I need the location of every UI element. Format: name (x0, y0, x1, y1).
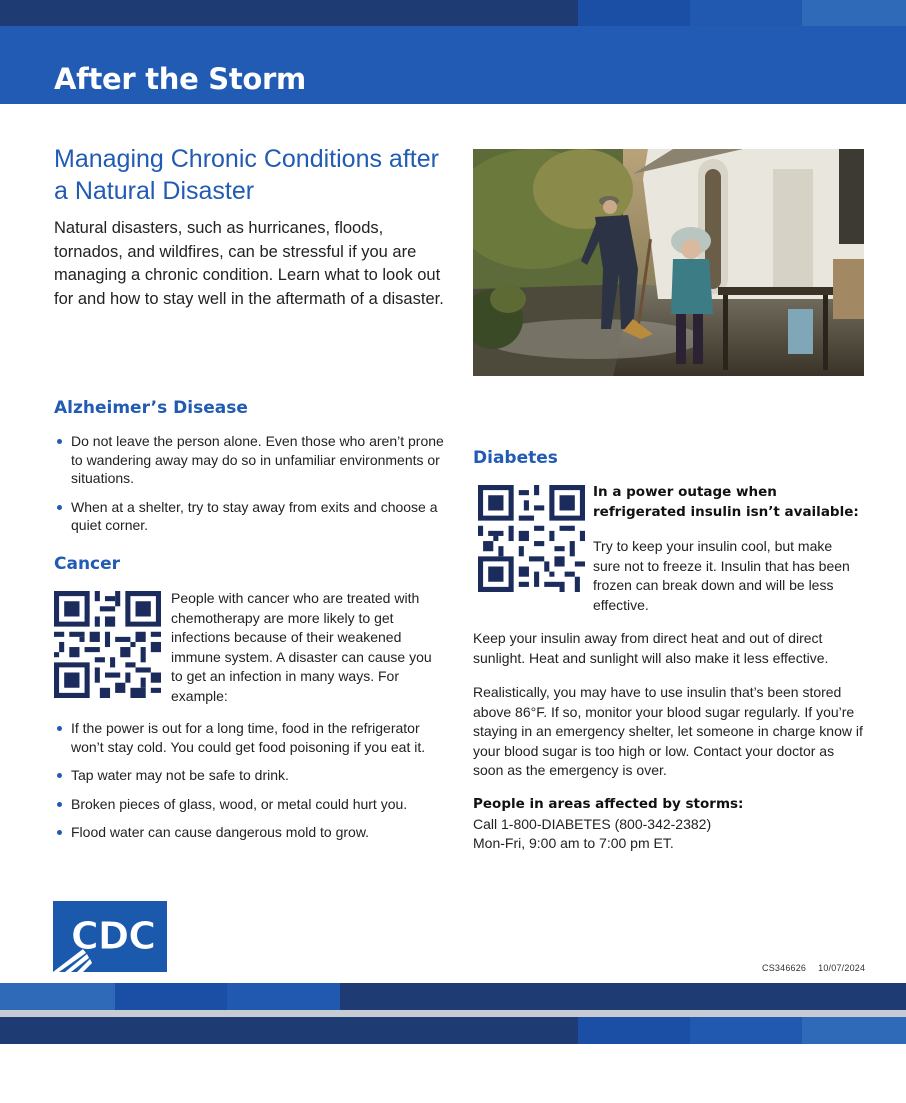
cancer-bullet-list (54, 719, 454, 852)
power-outage-heading: In a power outage when refrigerated insulin isn’t available: (593, 484, 859, 520)
cdc-logo (53, 901, 169, 973)
header-banner (0, 26, 906, 104)
cdc-logo-text: CDC (70, 914, 156, 958)
top-color-strip (0, 0, 906, 26)
list-item: Broken pieces of glass, wood, or metal could hurt you. (54, 795, 454, 814)
list-item: Do not leave the person alone. Even those who aren’t prone to wandering away may do so in unfamiliar environments or situations. (54, 432, 449, 488)
list-item: If the power is out for a long time, food in the refrigerator won’t stay cold. You could get food poisoning if you eat it. (54, 719, 454, 756)
footer-color-strip-lower (0, 1017, 906, 1044)
diabetes-paragraph-1: Keep your insulin away from direct heat and out of direct sunlight. Heat and sunlight will also make it less effective. (473, 630, 829, 666)
diabetes-heading: Diabetes (473, 448, 558, 468)
list-item: When at a shelter, try to stay away from exits and choose a quiet corner. (54, 498, 449, 535)
page-title: After the Storm (54, 62, 306, 96)
cancer-intro-text: People with cancer who are treated with chemotherapy are more likely to get infections because of their weakened immune system. A disaster can cause you to get an infection in many ways. For example: (171, 590, 432, 704)
list-item: Tap water may not be safe to drink. (54, 766, 454, 785)
storm-cleanup-illustration (473, 149, 864, 376)
list-item: Flood water can cause dangerous mold to grow. (54, 823, 454, 842)
hero-photo (473, 149, 864, 376)
contact-phone: Call 1-800-DIABETES (800-342-2382) (473, 816, 712, 832)
qr-code-icon[interactable] (478, 485, 585, 592)
alzheimers-heading: Alzheimer’s Disease (54, 398, 248, 418)
alzheimers-bullet-list (54, 432, 449, 545)
contact-heading: People in areas affected by storms: (473, 796, 744, 812)
qr-code-icon[interactable] (54, 591, 161, 698)
subtitle: Managing Chronic Conditions after a Natural Disaster (54, 145, 439, 205)
contact-hours: Mon-Fri, 9:00 am to 7:00 pm ET. (473, 835, 674, 851)
doc-number: CS346626 (762, 963, 807, 973)
footer-color-strip (0, 983, 906, 1010)
diabetes-paragraph-2: Realistically, you may have to use insulin that’s been stored above 86°F. If so, monitor your blood sugar regularly. If you’re staying in an emergency shelter, let someone in charge know if your blood sugar is too high or low. Contact your doctor as soon as the emergency is over. (473, 684, 863, 778)
power-outage-text: Try to keep your insulin cool, but make sure not to freeze it. Insulin that has been frozen can break down and will be less effective. (593, 538, 850, 613)
footer-divider (0, 1010, 906, 1017)
doc-date: 10/07/2024 (818, 963, 866, 973)
intro-paragraph: Natural disasters, such as hurricanes, floods, tornados, and wildfires, can be stressful if you are managing a chronic condition. Learn what to look out for and how to stay well in the aftermath of a disaster. (54, 219, 444, 308)
document-id (762, 963, 865, 973)
cancer-heading: Cancer (54, 554, 121, 574)
